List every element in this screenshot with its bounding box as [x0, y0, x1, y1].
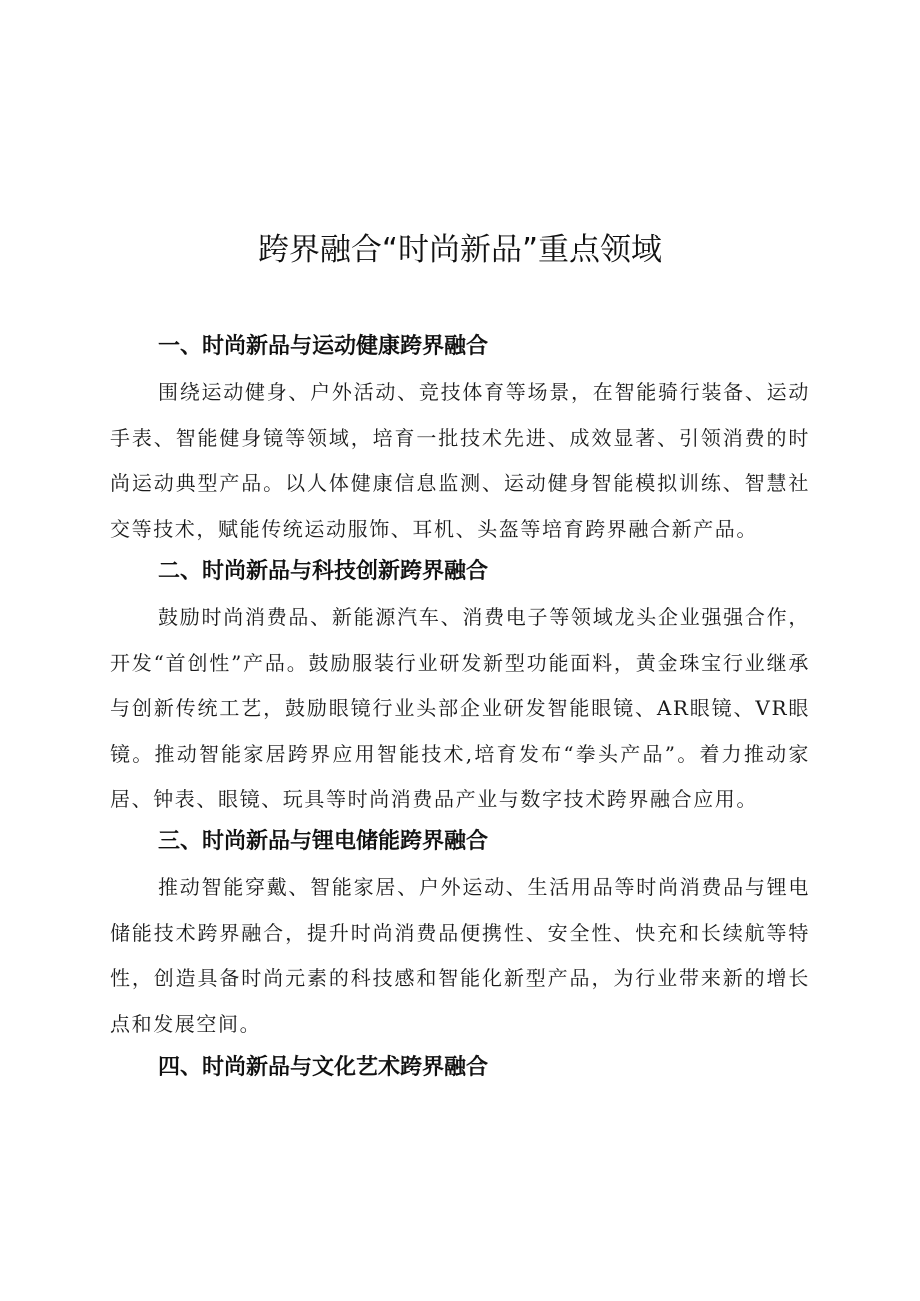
section-paragraph: 鼓励时尚消费品、新能源汽车、消费电子等领域龙头企业强强合作，开发“首创性”产品。鼓励服装行业研发新型功能面料，黄金珠宝行业继承与创新传统工艺，鼓励眼镜行业头部企业研发智能眼镜、AR眼镜、VR眼镜。推动智能家居跨界应用智能技术,培育发布“拳头产品”。着力推动家居、钟表、眼镜、玩具等时尚消费品产业与数字技术跨界融合应用。 [110, 605, 810, 811]
section-paragraph: 推动智能穿戴、智能家居、户外运动、生活用品等时尚消费品与锂电储能技术跨界融合，提升时尚消费品便携性、安全性、快充和长续航等特性，创造具备时尚元素的科技感和智能化新型产品，为行业带来新的增长点和发展空间。 [110, 875, 810, 1036]
section-heading: 二、时尚新品与科技创新跨界融合 [158, 559, 489, 584]
section-paragraph: 围绕运动健身、户外活动、竞技体育等场景，在智能骑行装备、运动手表、智能健身镜等领域，培育一批技术先进、成效显著、引领消费的时尚运动典型产品。以人体健康信息监测、运动健身智能模拟训练、智慧社交等技术，赋能传统运动服饰、耳机、头盔等培育跨界融合新产品。 [110, 380, 810, 541]
section-tech-innovation [110, 557, 810, 823]
section-lithium-storage [110, 827, 810, 1047]
document-title: 跨界融合“时尚新品”重点领域 [257, 232, 663, 268]
section-heading: 四、时尚新品与文化艺术跨界融合 [158, 1055, 489, 1080]
section-heading: 一、时尚新品与运动健康跨界融合 [158, 334, 489, 359]
section-culture-art [110, 1053, 810, 1091]
section-heading: 三、时尚新品与锂电储能跨界融合 [158, 829, 489, 854]
section-sports-health [110, 332, 810, 552]
